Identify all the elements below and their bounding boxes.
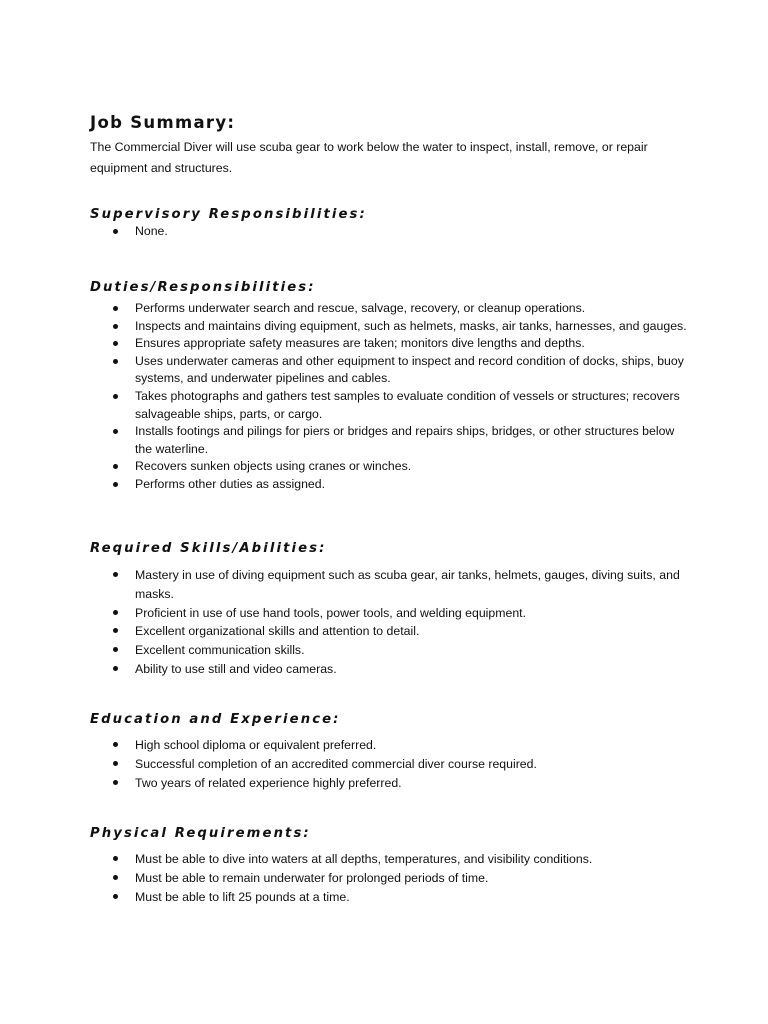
list-item: Recovers sunken objects using cranes or winches.: [90, 458, 690, 476]
list-item: Ability to use still and video cameras.: [90, 660, 690, 679]
list-item: Excellent communication skills.: [90, 641, 690, 660]
education-heading: Education and Experience:: [90, 712, 341, 727]
list-item: Proficient in use of use hand tools, power tools, and welding equipment.: [90, 604, 690, 623]
skills-heading: Required Skills/Abilities:: [90, 541, 327, 556]
list-item: Must be able to remain underwater for prolonged periods of time.: [90, 869, 690, 888]
page-title: Job Summary:: [90, 113, 236, 132]
list-item: Uses underwater cameras and other equipment to inspect and record condition of docks, ships, buoy systems, and underwater pipelines and cables.: [90, 353, 690, 388]
list-item: Successful completion of an accredited commercial diver course required.: [90, 755, 690, 774]
supervisory-heading: Supervisory Responsibilities:: [90, 207, 367, 222]
education-list: [90, 736, 690, 792]
list-item: Excellent organizational skills and attention to detail.: [90, 622, 690, 641]
list-item: Ensures appropriate safety measures are taken; monitors dive lengths and depths.: [90, 335, 690, 353]
duties-heading: Duties/Responsibilities:: [90, 280, 316, 295]
list-item: None.: [90, 223, 690, 241]
list-item: Performs other duties as assigned.: [90, 476, 690, 494]
list-item: Must be able to lift 25 pounds at a time.: [90, 888, 690, 907]
list-item: Installs footings and pilings for piers or bridges and repairs ships, bridges, or other structures below the waterline.: [90, 423, 690, 458]
physical-heading: Physical Requirements:: [90, 826, 311, 841]
list-item: Two years of related experience highly preferred.: [90, 774, 690, 793]
physical-list: [90, 850, 690, 906]
duties-list: [90, 300, 690, 494]
job-summary-text: The Commercial Diver will use scuba gear to work below the water to inspect, install, remove, or repair equipment and structures.: [90, 140, 648, 175]
list-item: Mastery in use of diving equipment such as scuba gear, air tanks, helmets, gauges, diving suits, and masks.: [90, 566, 690, 604]
list-item: Inspects and maintains diving equipment, such as helmets, masks, air tanks, harnesses, and gauges.: [90, 318, 690, 336]
supervisory-list: [90, 223, 690, 241]
list-item: Must be able to dive into waters at all depths, temperatures, and visibility conditions.: [90, 850, 690, 869]
list-item: Performs underwater search and rescue, salvage, recovery, or cleanup operations.: [90, 300, 690, 318]
skills-list: [90, 566, 690, 679]
list-item: Takes photographs and gathers test samples to evaluate condition of vessels or structures; recovers salvageable ships, parts, or cargo.: [90, 388, 690, 423]
list-item: High school diploma or equivalent preferred.: [90, 736, 690, 755]
